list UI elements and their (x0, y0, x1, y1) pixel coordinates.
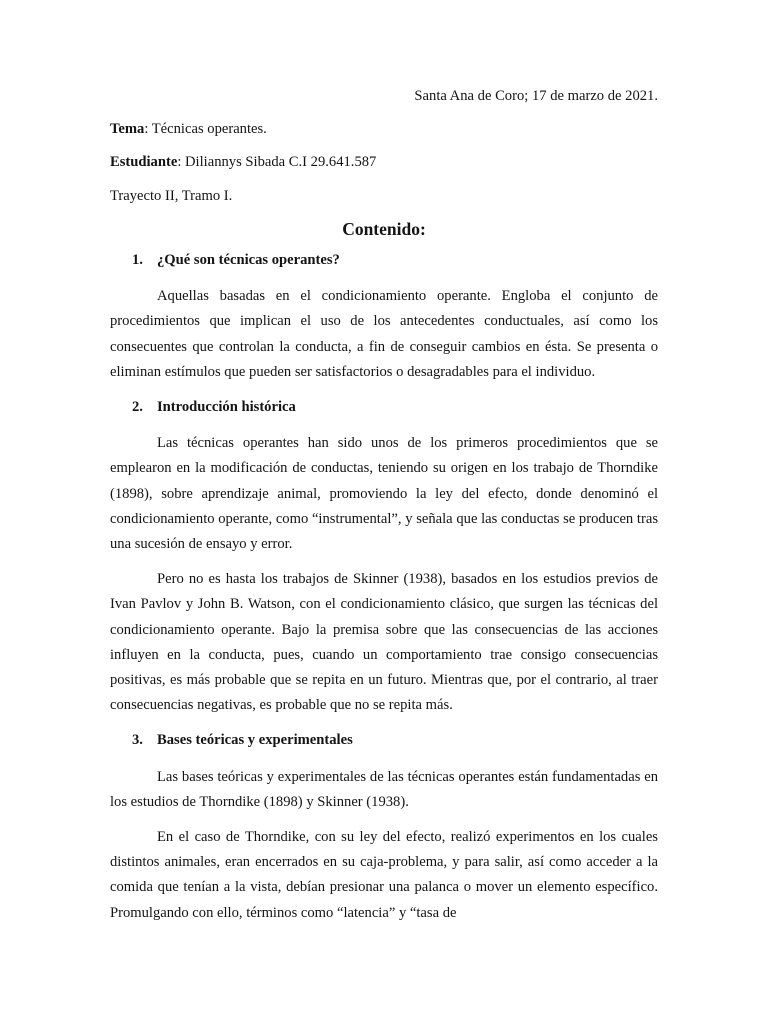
tema-value: : Técnicas operantes. (144, 121, 267, 138)
section-number: 1. (132, 252, 143, 269)
section-number: 3. (132, 732, 143, 749)
estudiante-label: Estudiante (110, 154, 178, 171)
document-date: Santa Ana de Coro; 17 de marzo de 2021. (414, 88, 658, 104)
section-heading-1 (110, 248, 658, 273)
section-title: Bases teóricas y experimentales (157, 732, 353, 749)
section-title: Introducción histórica (157, 399, 296, 416)
contents-title: Contenido: (342, 218, 426, 239)
section-title: ¿Qué son técnicas operantes? (157, 252, 340, 269)
tema-line (110, 117, 658, 142)
section-number: 2. (132, 399, 143, 416)
trayecto-line: Trayecto II, Tramo I. (110, 187, 233, 204)
section-heading-2 (110, 395, 658, 420)
section-heading-3 (110, 728, 658, 753)
section-3-paragraph-2: En el caso de Thorndike, con su ley del efecto, realizó experimentos en los cuales distintos animales, eran encerrados en su caja-problema, y para salir, así como acceder a la comida que tenían a la vista, debían presionar una palanca o mover un elemento específico. Promulgando con ello, términos como “latencia” y “tasa de (110, 829, 658, 921)
estudiante-line (110, 150, 658, 175)
section-2-paragraph-1: Las técnicas operantes han sido unos de los primeros procedimientos que se emplearon en la modificación de conductas, teniendo su origen en los trabajo de Thorndike (1898), sobre aprendizaje animal, promoviendo la ley del efecto, donde denominó el condicionamiento operante, como “instrumental”, y señala que las conductas se producen tras una sucesión de ensayo y error. (110, 435, 658, 553)
section-1-paragraph-1: Aquellas basadas en el condicionamiento operante. Engloba el conjunto de procedimientos que implican el uso de los antecedentes conductuales, así como los consecuentes que controlan la conducta, a fin de conseguir cambios en ésta. Se presenta o eliminan estímulos que pueden ser satisfactorios o desagradables para el individuo. (110, 288, 658, 380)
section-3-paragraph-1: Las bases teóricas y experimentales de las técnicas operantes están fundamentadas en los estudios de Thorndike (1898) y Skinner (1938). (110, 768, 658, 810)
tema-label: Tema (110, 121, 145, 138)
estudiante-value: : Diliannys Sibada C.I 29.641.587 (177, 154, 377, 171)
document-page (110, 84, 658, 936)
section-2-paragraph-2: Pero no es hasta los trabajos de Skinner (1938), basados en los estudios previos de Ivan Pavlov y John B. Watson, con el condicionamiento clásico, que surgen las técnicas del condicionamiento operante. Bajo la premisa sobre que las consecuencias de las acciones influyen en la conducta, pues, cuando un comportamiento trae consigo consecuencias positivas, es más probable que se repita en un futuro. Mientras que, por el contrario, al traer consecuencias negativas, es probable que no se repita más. (110, 571, 658, 714)
